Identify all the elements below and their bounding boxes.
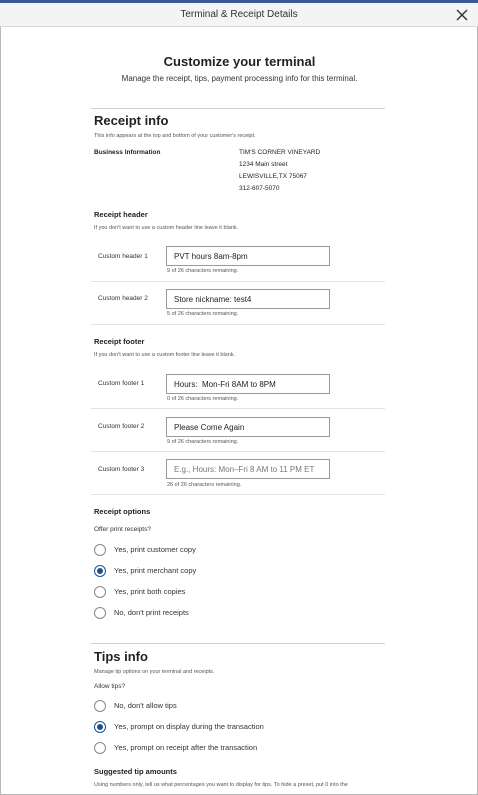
radio-button[interactable] (94, 742, 106, 754)
receipt-header-heading: Receipt header (94, 210, 148, 219)
radio-button-selected[interactable] (94, 721, 106, 733)
tips-info-heading: Tips info (94, 649, 148, 664)
business-name: TIM'S CORNER VINEYARD (239, 149, 321, 156)
radio-button[interactable] (94, 544, 106, 556)
custom-header-1-input[interactable] (166, 246, 330, 266)
custom-header-1-count: 9 of 26 characters remaining. (167, 268, 239, 274)
business-street: 1234 Main street (239, 161, 288, 168)
close-button[interactable] (453, 6, 471, 24)
custom-header-1-label: Custom header 1 (98, 253, 148, 260)
allow-tips-question: Allow tips? (94, 683, 126, 690)
radio-print-both-copies[interactable] (94, 585, 294, 599)
radio-label: Yes, prompt on display during the transaction (114, 722, 264, 731)
tips-info-help: Manage tip options on your terminal and receipts. (94, 669, 215, 675)
radio-button[interactable] (94, 700, 106, 712)
dialog-header (0, 3, 478, 27)
radio-tips-on-display[interactable] (94, 720, 324, 734)
receipt-info-heading: Receipt info (94, 113, 169, 128)
radio-no-tips[interactable] (94, 699, 324, 713)
radio-label: No, don't allow tips (114, 701, 177, 710)
radio-label: No, don't print receipts (114, 608, 189, 617)
divider (91, 643, 385, 644)
page-title: Customize your terminal (163, 54, 316, 69)
business-phone: 312-607-5070 (239, 185, 280, 192)
page-subtitle: Manage the receipt, tips, payment processing info for this terminal. (121, 74, 358, 83)
custom-footer-1-input[interactable] (166, 374, 330, 394)
business-city: LEWISVILLE,TX 75067 (239, 173, 307, 180)
receipt-footer-heading: Receipt footer (94, 337, 145, 346)
dialog-title: Terminal & Receipt Details (180, 9, 298, 20)
custom-footer-3-input[interactable] (166, 459, 330, 479)
business-info-label: Business Information (94, 149, 161, 156)
custom-footer-3-count: 26 of 26 characters remaining. (167, 482, 242, 488)
receipt-footer-help: If you don't want to use a custom footer line leave it blank. (94, 352, 236, 358)
divider (91, 324, 385, 325)
receipt-options-heading: Receipt options (94, 507, 151, 516)
custom-footer-2-input[interactable] (166, 417, 330, 437)
radio-button[interactable] (94, 586, 106, 598)
receipt-info-help: This info appears at the top and bottom of your customer's receipt. (94, 133, 256, 139)
receipt-header-help: If you don't want to use a custom header line leave it blank. (94, 225, 239, 231)
custom-header-2-label: Custom header 2 (98, 295, 148, 302)
divider (91, 451, 385, 452)
radio-tips-on-receipt[interactable] (94, 741, 324, 755)
divider (91, 408, 385, 409)
radio-button[interactable] (94, 607, 106, 619)
custom-header-2-count: 5 of 26 characters remaining. (167, 311, 239, 317)
radio-button-selected[interactable] (94, 565, 106, 577)
custom-footer-1-label: Custom footer 1 (98, 380, 145, 387)
close-icon (453, 6, 471, 24)
custom-footer-3-label: Custom footer 3 (98, 466, 145, 473)
custom-footer-1-count: 0 of 26 characters remaining. (167, 396, 239, 402)
radio-label: Yes, print merchant copy (114, 566, 197, 575)
print-receipts-question: Offer print receipts? (94, 526, 151, 533)
radio-no-print-receipts[interactable] (94, 606, 294, 620)
radio-label: Yes, print customer copy (114, 545, 196, 554)
custom-header-2-input[interactable] (166, 289, 330, 309)
radio-print-customer-copy[interactable] (94, 543, 294, 557)
suggested-tip-heading: Suggested tip amounts (94, 767, 177, 776)
divider (91, 494, 385, 495)
radio-label: Yes, print both copies (114, 587, 186, 596)
divider (91, 281, 385, 282)
custom-footer-2-label: Custom footer 2 (98, 423, 145, 430)
radio-print-merchant-copy[interactable] (94, 564, 294, 578)
custom-footer-2-count: 9 of 26 characters remaining. (167, 439, 239, 445)
divider (91, 108, 385, 109)
radio-label: Yes, prompt on receipt after the transaction (114, 743, 258, 752)
suggested-tip-help: Using numbers only, tell us what percentages you want to display for tips. To hide a preset, put 0 into the (94, 782, 348, 788)
